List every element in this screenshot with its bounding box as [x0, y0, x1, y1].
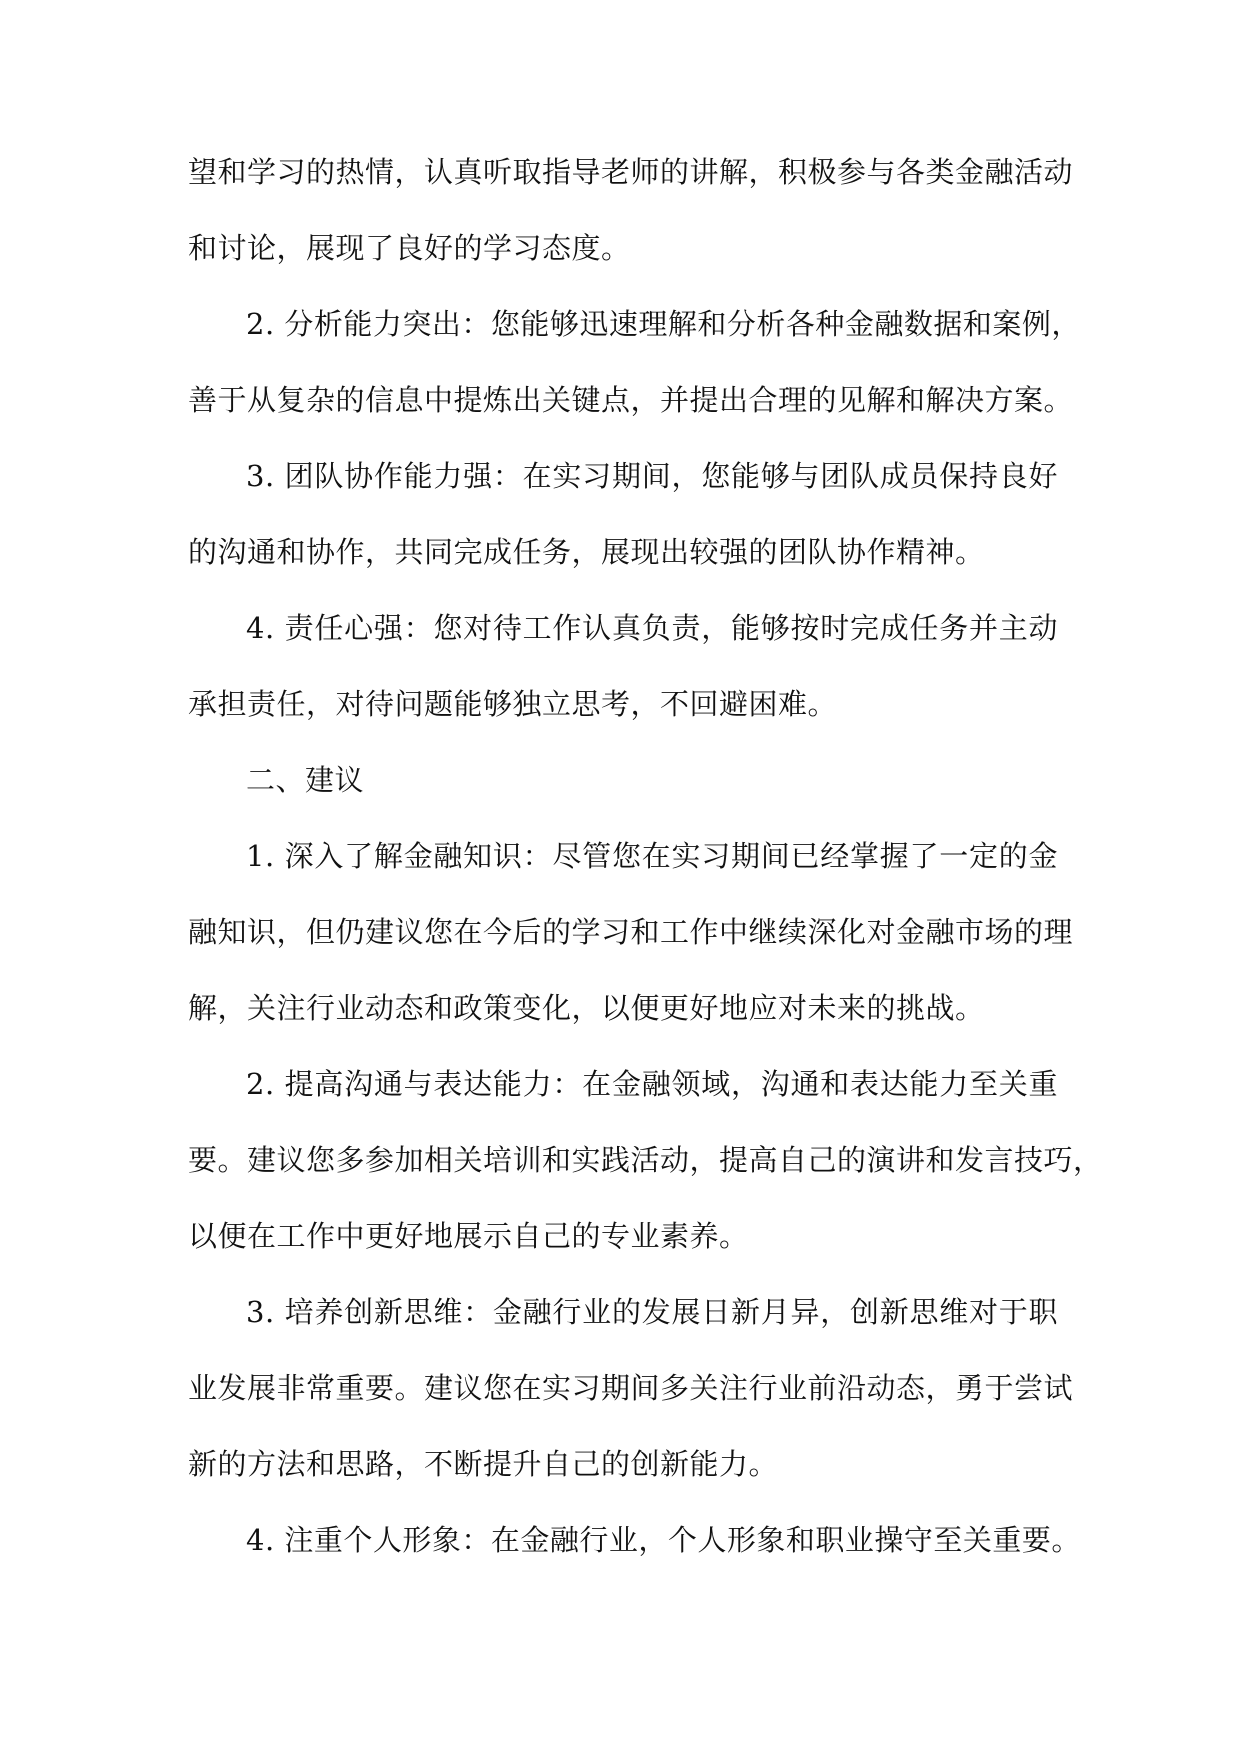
text-line: 业发展非常重要。建议您在实习期间多关注行业前沿动态，勇于尝试 — [188, 1371, 1074, 1405]
text-line: 新的方法和思路，不断提升自己的创新能力。 — [188, 1447, 779, 1481]
section-heading: 二、建议 — [246, 763, 365, 797]
list-item-line: 4. 注重个人形象：在金融行业，个人形象和职业操守至关重要。 — [246, 1523, 1081, 1557]
text-line: 和讨论，展现了良好的学习态度。 — [188, 231, 631, 265]
list-item-line: 3. 团队协作能力强：在实习期间，您能够与团队成员保持良好 — [246, 459, 1058, 493]
text-line: 融知识，但仍建议您在今后的学习和工作中继续深化对金融市场的理 — [188, 915, 1074, 949]
text-line: 承担责任，对待问题能够独立思考，不回避困难。 — [188, 687, 838, 721]
text-line: 要。建议您多参加相关培训和实践活动，提高自己的演讲和发言技巧， — [188, 1143, 1103, 1177]
list-item-line: 4. 责任心强：您对待工作认真负责，能够按时完成任务并主动 — [246, 611, 1058, 645]
text-line: 解，关注行业动态和政策变化，以便更好地应对未来的挑战。 — [188, 991, 985, 1025]
text-line: 以便在工作中更好地展示自己的专业素养。 — [188, 1219, 749, 1253]
list-item-line: 2. 提高沟通与表达能力：在金融领域，沟通和表达能力至关重 — [246, 1067, 1058, 1101]
list-item-line: 1. 深入了解金融知识：尽管您在实习期间已经掌握了一定的金 — [246, 839, 1058, 873]
text-line: 善于从复杂的信息中提炼出关键点，并提出合理的见解和解决方案。 — [188, 383, 1074, 417]
text-line: 的沟通和协作，共同完成任务，展现出较强的团队协作精神。 — [188, 535, 985, 569]
text-line: 望和学习的热情，认真听取指导老师的讲解，积极参与各类金融活动 — [188, 155, 1074, 189]
document-body — [188, 142, 1103, 1586]
list-item-line: 3. 培养创新思维：金融行业的发展日新月异，创新思维对于职 — [246, 1295, 1058, 1329]
list-item-line: 2. 分析能力突出：您能够迅速理解和分析各种金融数据和案例， — [246, 307, 1081, 341]
